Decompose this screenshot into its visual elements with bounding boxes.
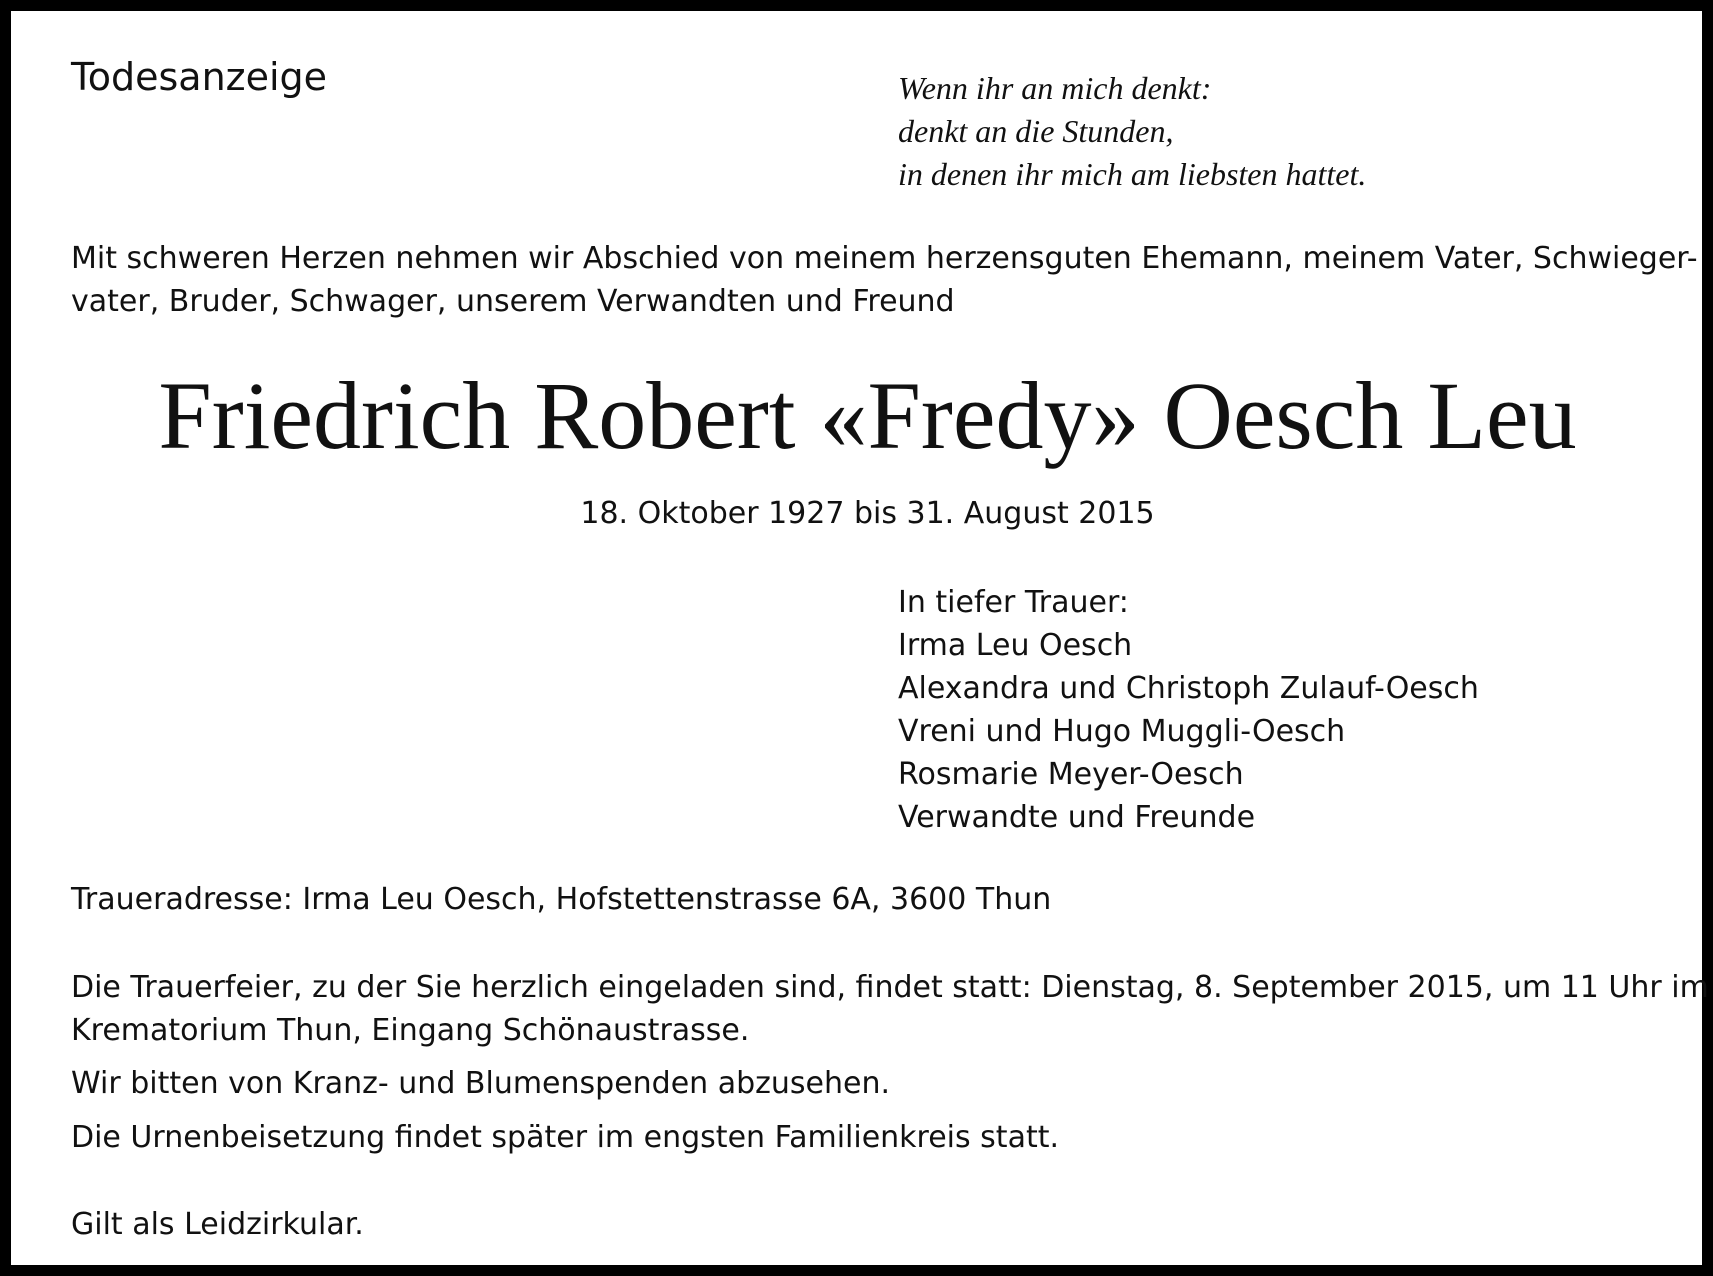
urn-note: Die Urnenbeisetzung findet später im engsten Familienkreis statt. (71, 1120, 1060, 1155)
mourner-item: Alexandra und Christoph Zulauf-Oesch (898, 671, 1479, 706)
deceased-name: Friedrich Robert «Fredy» Oesch Leu (158, 362, 1577, 469)
mourner-item: Verwandte und Freunde (898, 800, 1256, 835)
life-dates: 18. Oktober 1927 bis 31. August 2015 (580, 496, 1155, 531)
mourning-address: Traueradresse: Irma Leu Oesch, Hofstettenstrasse 6A, 3600 Thun (71, 882, 1052, 917)
intro-text (71, 237, 1698, 323)
mourner-item: Vreni und Hugo Muggli-Oesch (898, 714, 1346, 749)
notice-label: Todesanzeige (71, 55, 328, 99)
mourner-item: Irma Leu Oesch (898, 628, 1133, 663)
intro-line-1: Mit schweren Herzen nehmen wir Abschied von meinem herzensguten Ehemann, meinem Vater, Schwieger- (71, 241, 1698, 276)
motto-quote (898, 67, 1366, 196)
motto-line-1: Wenn ihr an mich denkt: (898, 70, 1212, 106)
ceremony-line-1: Die Trauerfeier, zu der Sie herzlich eingeladen sind, findet statt: Dienstag, 8. September 2015, um 11 Uhr im (71, 970, 1709, 1005)
ceremony-line-2: Krematorium Thun, Eingang Schönaustrasse. (71, 1013, 750, 1048)
intro-line-2: vater, Bruder, Schwager, unserem Verwandten und Freund (71, 284, 955, 319)
mourner-item: Rosmarie Meyer-Oesch (898, 757, 1244, 792)
mourners-heading: In tiefer Trauer: (898, 585, 1129, 620)
motto-line-2: denkt an die Stunden, (898, 113, 1174, 149)
mourners-list (898, 581, 1479, 839)
motto-line-3: in denen ihr mich am liebsten hattet. (898, 156, 1367, 192)
wreaths-note: Wir bitten von Kranz- und Blumenspenden abzusehen. (71, 1066, 891, 1101)
circular-note: Gilt als Leidzirkular. (71, 1207, 364, 1242)
ceremony-info (71, 966, 1709, 1052)
